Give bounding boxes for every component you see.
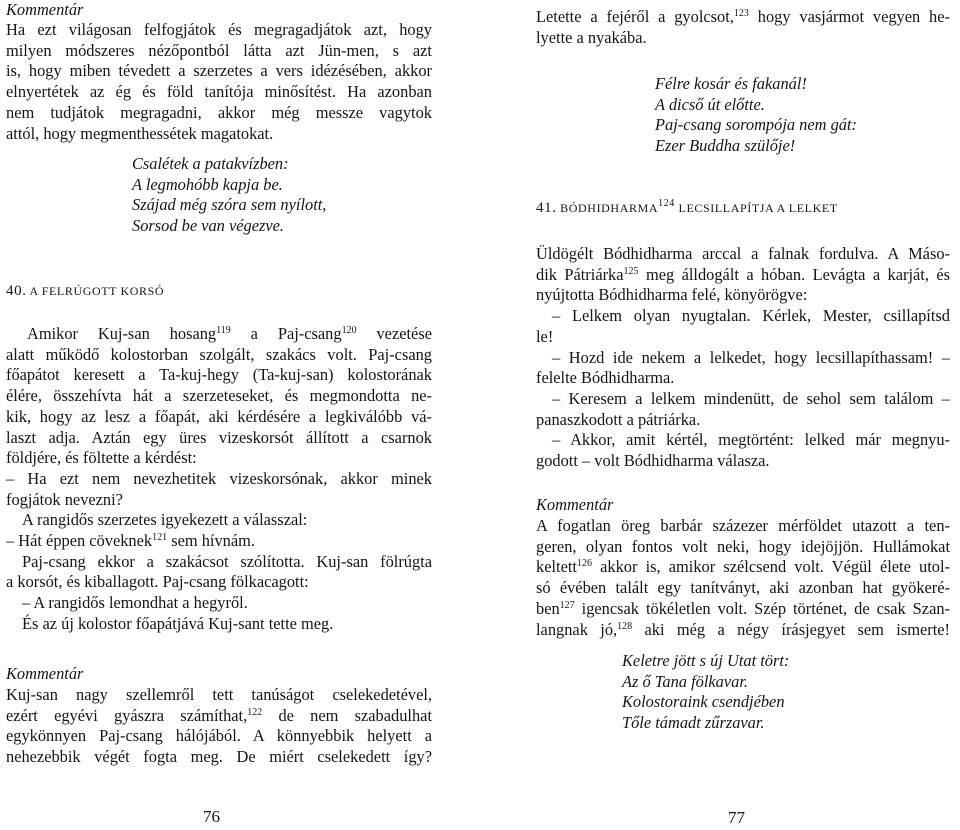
text-line: milyen módszeres nézőpontból látta azt Jün-men, s azt bbox=[6, 40, 432, 60]
footnote-ref: 127 bbox=[559, 599, 575, 611]
footnote-ref: 122 bbox=[247, 706, 263, 718]
footnote-ref: 126 bbox=[576, 558, 592, 570]
section-number: 40. bbox=[6, 283, 27, 299]
section-40-heading bbox=[6, 283, 164, 300]
poem-line: A legmohóbb kapja be. bbox=[132, 174, 283, 194]
text-line: panaszkodott a pátriárka. bbox=[536, 409, 701, 429]
text-line: godott – volt Bódhidharma válasza. bbox=[536, 451, 770, 471]
text-line: langnak jó,$^{128}$ aki még a négy írásjegyet sem ismerte! bbox=[536, 619, 950, 639]
text-line: só évében talált egy tanítványt, aki azonban hat gyökeré- bbox=[536, 578, 950, 598]
intro-paragraph bbox=[536, 7, 950, 48]
section-41-heading bbox=[536, 200, 838, 217]
poem-line: Sorsod be van végezve. bbox=[132, 216, 285, 236]
section-title: BÓDHIDHARMA$^{124}$ LECSILLAPÍTJA A LELKET bbox=[560, 198, 838, 215]
text-line: – Lelkem olyan nyugtalan. Kérlek, Mester, csillapítsd bbox=[552, 306, 950, 326]
footnote-ref: 123 bbox=[733, 8, 749, 19]
kommentar-paragraph-2 bbox=[6, 685, 432, 768]
poem-2 bbox=[655, 74, 857, 157]
text-line: laszt adja. Aztán egy üres vizeskorsót állított a csarnok bbox=[6, 427, 432, 447]
text-line: attól, hogy megmenthessétek magatokat. bbox=[6, 123, 274, 143]
poem-line: Tőle támadt zűrzavar. bbox=[622, 713, 765, 733]
text-line: – Keresem a lelkem mindenütt, de sehol sem találom – bbox=[552, 388, 950, 408]
poem-line: A dicső út előtte. bbox=[655, 94, 765, 114]
page-number: 76 bbox=[203, 807, 220, 826]
page-number: 77 bbox=[728, 808, 745, 827]
text-line: nem tudjátok megragadni, akkor még messze vagytok bbox=[6, 102, 432, 122]
kommentar-label-2: Kommentár bbox=[6, 664, 84, 683]
kommentar-label-1: Kommentár bbox=[6, 0, 84, 19]
text-line: Letette a fejéről a gyolcsot,$^{123}$ hogy vasjármot vegyen he- bbox=[536, 7, 950, 26]
text-line: nyújtotta Bódhidharma felé, könyörögve: bbox=[536, 285, 808, 305]
poem-line: Ezer Buddha szülője! bbox=[655, 136, 796, 156]
text-line: egykönnyen Paj-csang hálójából. A könnyebbik helyett a bbox=[6, 726, 432, 746]
footnote-ref: 128 bbox=[617, 620, 633, 632]
text-line: le! bbox=[536, 326, 554, 346]
kommentar-paragraph-1 bbox=[6, 20, 432, 144]
text-line: ezért egyévi gyászra számíthat,$^{122}$ de nem szabadulhat bbox=[6, 705, 432, 725]
text-line: – A rangidős lemondhat a hegyről. bbox=[22, 593, 248, 613]
text-line: – Ha ezt nem nevezhetitek vizeskorsónak, akkor minek bbox=[6, 468, 432, 488]
text-line: élére, összehívta hát a szerzeteseket, és megmondotta ne- bbox=[6, 386, 432, 406]
poem-line: Szájad még szóra sem nyílott, bbox=[132, 195, 327, 215]
poem-1 bbox=[132, 154, 326, 237]
footnote-ref: 121 bbox=[152, 532, 168, 544]
story-41 bbox=[536, 244, 950, 472]
text-line: ben$^{127}$ igencsak tökéletlen volt. Szép történet, de csak Szan- bbox=[536, 598, 950, 618]
text-line: kik, hogy az lesz a főapát, aki kérdésére a legkiválóbb vá- bbox=[6, 406, 432, 426]
text-line: Ha ezt világosan felfogjátok és megragadjátok azt, hogy bbox=[6, 20, 432, 39]
text-line: főapátot keresett a Ta-kuj-hegy (Ta-kuj-san) kolostorának bbox=[6, 365, 432, 385]
text-line: fogjátok nevezni? bbox=[6, 489, 123, 509]
text-line: geren, olyan fontos volt neki, hogy idejöjjön. Hullámokat bbox=[536, 536, 950, 556]
text-line: Paj-csang ekkor a szakácsot szólította. Kuj-san fölrúgta bbox=[22, 551, 432, 571]
text-line: is, hogy miben tévedett a szerzetes a vers idézésében, akkor bbox=[6, 61, 432, 81]
text-line: A fogatlan öreg barbár százezer mérföldet utazott a ten- bbox=[536, 516, 950, 535]
poem-line: Csalétek a patakvízben: bbox=[132, 154, 289, 173]
poem-line: Paj-csang sorompója nem gát: bbox=[655, 115, 857, 135]
text-line: dik Pátriárka$^{125}$ meg álldogált a hóban. Levágta a karját, és bbox=[536, 264, 951, 284]
text-line: – Akkor, amit kértél, megtörtént: lelked már megnyu- bbox=[552, 430, 950, 450]
kommentar-label-3: Kommentár bbox=[536, 495, 614, 514]
text-line: földjére, és föltette a kérdést: bbox=[6, 448, 197, 468]
text-line: elnyertétek az ég és föld tanítója minősítést. Ha azonban bbox=[6, 82, 432, 102]
text-line: – Hozd ide nekem a lelkedet, hogy lecsillapíthassam! – bbox=[552, 347, 950, 367]
poem-line: Kolostoraink csendjében bbox=[622, 692, 785, 712]
text-line: a korsót, és kiballagott. Paj-csang fölkacagott: bbox=[6, 572, 309, 592]
poem-line: Félre kosár és fakanál! bbox=[655, 74, 807, 93]
footnote-ref: 125 bbox=[623, 265, 639, 277]
text-line: A rangidős szerzetes igyekezett a válasszal: bbox=[22, 510, 308, 530]
text-line: lyette a nyakába. bbox=[536, 27, 647, 47]
section-title: A FELRÚGOTT KORSÓ bbox=[29, 284, 165, 298]
text-line: nehezebbik végét fogta meg. De miért cselekedett így? bbox=[6, 747, 432, 767]
footnote-ref: 120 bbox=[341, 325, 357, 336]
text-line: És az új kolostor főapátjává Kuj-sant tette meg. bbox=[22, 613, 334, 633]
story-40 bbox=[6, 324, 432, 635]
footnote-ref: 119 bbox=[216, 325, 231, 336]
text-line: keltett$^{126}$ akkor is, amikor szélcsend volt. Végül élete utol- bbox=[536, 557, 950, 577]
poem-line: Keletre jött s új Utat tört: bbox=[622, 651, 790, 670]
poem-3 bbox=[622, 651, 789, 734]
text-line: Üldögélt Bódhidharma arccal a falnak fordulva. A Máso- bbox=[536, 244, 950, 263]
poem-line: Az ő Tana fölkavar. bbox=[622, 671, 748, 691]
text-line: felelte Bódhidharma. bbox=[536, 368, 675, 388]
text-line: alatt működő kolostorban szolgált, szakács volt. Paj-csang bbox=[6, 344, 432, 364]
footnote-ref: 124 bbox=[658, 198, 675, 209]
text-line: Kuj-san nagy szellemről tett tanúságot cselekedetével, bbox=[6, 685, 432, 704]
kommentar-paragraph-3 bbox=[536, 516, 950, 640]
section-number: 41. bbox=[536, 200, 557, 216]
text-line: Amikor Kuj-san hosang$^{119}$ a Paj-csang$^{120}$ vezetése bbox=[27, 324, 432, 343]
text-line: – Hát éppen cöveknek$^{121}$ sem hívnám. bbox=[6, 531, 255, 551]
